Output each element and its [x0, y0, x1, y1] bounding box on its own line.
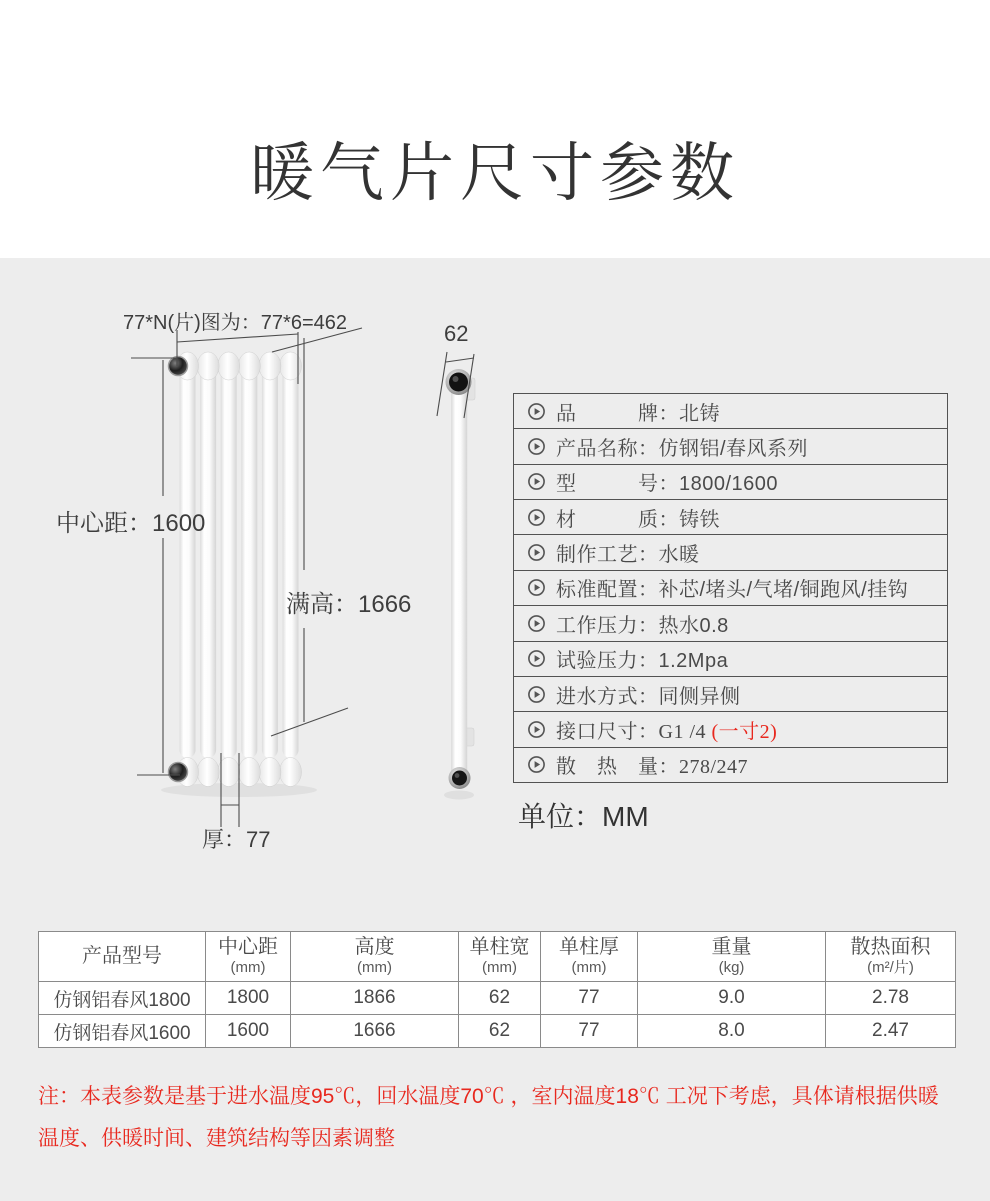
- circle-arrow-icon: [527, 402, 546, 421]
- circle-arrow-icon: [527, 472, 546, 491]
- table-column-unit: (mm): [230, 959, 266, 977]
- table-cell: 77: [541, 1015, 638, 1048]
- spec-row: [514, 500, 947, 535]
- radiator-side-view: [444, 369, 475, 800]
- circle-arrow-icon: [527, 578, 546, 597]
- spec-panel: [513, 393, 948, 783]
- radiator-diagram-illustration: [0, 290, 520, 870]
- circle-arrow-icon: [527, 437, 546, 456]
- table-column-header: 高度 (mm): [291, 932, 459, 982]
- table-cell: 1600: [206, 1015, 291, 1048]
- radiator-top-caps: [177, 352, 302, 380]
- spec-text: 型 号：1800/1600: [556, 473, 779, 496]
- spec-text: 散 热 量：278/247: [556, 756, 749, 779]
- spec-text: 材 质：铸铁: [556, 508, 720, 531]
- spec-row: [514, 535, 947, 570]
- spec-value-note: (一寸2): [706, 720, 778, 743]
- size-table-body: [39, 982, 956, 1048]
- table-column-unit: (mm): [482, 959, 517, 977]
- spec-text: 制作工艺：水暖: [556, 544, 700, 567]
- table-cell: 2.47: [826, 1015, 956, 1048]
- spec-row: [514, 712, 947, 747]
- table-column-header: 中心距 (mm): [206, 932, 291, 982]
- table-column-unit: (mm): [357, 959, 392, 977]
- table-cell: 9.0: [638, 982, 826, 1015]
- spec-row: [514, 429, 947, 464]
- table-cell: 77: [541, 982, 638, 1015]
- size-table-header: [39, 932, 956, 982]
- circle-arrow-icon: [527, 720, 546, 739]
- table-row: [39, 982, 956, 1015]
- spec-text: 品 牌：北铸: [556, 402, 720, 425]
- width-annotation-label: 77*N(片)图为：77*6=462: [123, 312, 347, 334]
- unit-label: 单位：MM: [518, 801, 649, 832]
- spec-row: [514, 571, 947, 606]
- table-row: [39, 1015, 956, 1048]
- spec-row: [514, 606, 947, 641]
- spec-row: [514, 642, 947, 677]
- front-bottom-valve: [169, 763, 188, 782]
- side-width-label: 62: [444, 321, 469, 346]
- table-cell: 62: [459, 1015, 541, 1048]
- spec-text: 标准配置：补芯/堵头/气堵/铜跑风/挂钩: [556, 579, 909, 602]
- circle-arrow-icon: [527, 755, 546, 774]
- table-column-unit: (kg): [718, 959, 745, 977]
- size-table: [38, 931, 956, 1048]
- front-top-valve: [169, 357, 188, 376]
- spec-text: 试验压力：1.2Mpa: [556, 650, 729, 673]
- full-height-label: 满高：1666: [286, 591, 412, 618]
- circle-arrow-icon: [527, 685, 546, 704]
- table-column-header: 散热面积 (m²/片): [826, 932, 956, 982]
- spec-row: [514, 677, 947, 712]
- circle-arrow-icon: [527, 649, 546, 668]
- table-column-header: 单柱宽 (mm): [459, 932, 541, 982]
- spec-row: [514, 394, 947, 429]
- circle-arrow-icon: [527, 508, 546, 527]
- table-cell: 62: [459, 982, 541, 1015]
- table-column-header: 产品型号: [39, 932, 206, 982]
- thickness-label: 厚：77: [202, 827, 271, 852]
- circle-arrow-icon: [527, 543, 546, 562]
- spec-row: [514, 465, 947, 500]
- table-cell: 8.0: [638, 1015, 826, 1048]
- table-cell: 仿钢铝春风1600: [39, 1015, 206, 1048]
- table-cell: 仿钢铝春风1800: [39, 982, 206, 1015]
- table-column-unit: (mm): [571, 959, 607, 977]
- spec-text: 进水方式：同侧异侧: [556, 685, 741, 708]
- spec-row: [514, 748, 947, 782]
- footnote: 注：本表参数是基于进水温度95℃，回水温度70℃ ，室内温度18℃ 工况下考虑，具体请根据供暖温度、供暖时间、建筑结构等因素调整: [38, 1085, 939, 1150]
- center-distance-label: 中心距：1600: [56, 510, 206, 537]
- page-title: 暖气片尺寸参数: [250, 137, 740, 209]
- table-cell: 2.78: [826, 982, 956, 1015]
- spec-text: 接口尺寸：G1 /4 (一寸2): [556, 720, 778, 743]
- table-cell: 1866: [291, 982, 459, 1015]
- circle-arrow-icon: [527, 614, 546, 633]
- side-tube: [452, 370, 468, 780]
- spec-text: 产品名称：仿钢铝/春风系列: [556, 438, 809, 461]
- spec-text: 工作压力：热水0.8: [556, 614, 729, 637]
- table-column-header: 单柱厚 (mm): [541, 932, 638, 982]
- table-column-unit: (m²/片): [867, 959, 914, 977]
- table-column-header: 重量 (kg): [638, 932, 826, 982]
- table-cell: 1800: [206, 982, 291, 1015]
- table-cell: 1666: [291, 1015, 459, 1048]
- radiator-front-tubes: [180, 360, 299, 758]
